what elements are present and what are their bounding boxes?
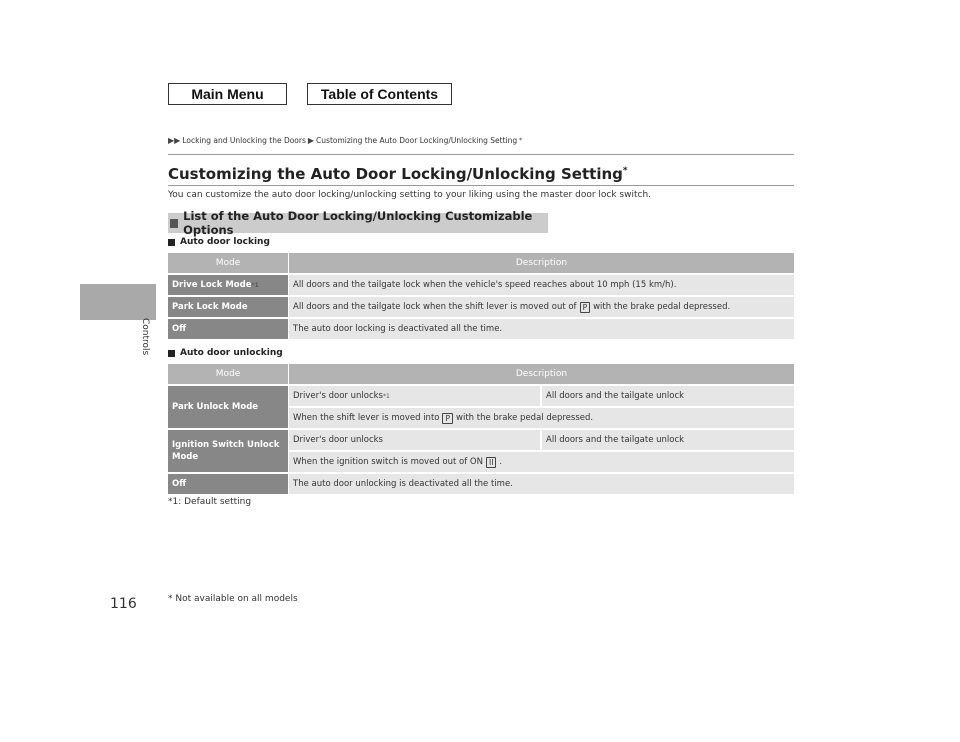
desc-text: When the ignition switch is moved out of ON [293,457,483,467]
availability-footnote: * Not available on all models [168,594,298,604]
subheading-unlocking-text: Auto door unlocking [180,348,283,358]
table-row-mode [168,275,288,295]
breadcrumb-star: * [519,137,523,144]
table-row-mode: Ignition Switch Unlock Mode [168,430,288,472]
section-heading [168,209,548,237]
table-row-mode: Park Lock Mode [168,297,288,317]
table-row-description: The auto door unlocking is deactivated all the time. [289,474,794,494]
desc-text: with the brake pedal depressed. [456,413,594,423]
page-title-text: Customizing the Auto Door Locking/Unlocking Setting [168,165,623,183]
table-row-mode: Park Unlock Mode [168,386,288,428]
default-setting-note: *1: Default setting [168,497,252,507]
table-row-description [289,408,794,428]
desc-text: . [499,457,503,467]
square-bullet-icon [168,239,175,246]
table-row-mode: Off [168,319,288,339]
ignition-position-ii-icon: II [486,457,496,468]
page-title-star: * [622,166,628,176]
main-menu-button[interactable]: Main Menu [168,83,287,105]
table-row-mode: Off [168,474,288,494]
intro-text: You can customize the auto door locking/unlocking setting to your liking using the master door lock switch. [168,190,652,200]
shift-position-p-icon: P [580,302,591,313]
section-heading-text: List of the Auto Door Locking/Unlocking Customizable Options [183,209,533,237]
table-row-description [289,297,794,317]
table-row-description: All doors and the tailgate lock when the vehicle's speed reaches about 10 mph (15 km/h). [289,275,794,295]
mode-label: Drive Lock Mode [172,280,252,290]
unlocking-table [168,364,794,494]
table-row-description: The auto door locking is deactivated all the time. [289,319,794,339]
chapter-tab [80,284,156,320]
column-header-mode: Mode [168,364,288,384]
subheading-locking [168,237,270,247]
column-header-description: Description [289,253,794,273]
square-bullet-icon [168,350,175,357]
desc-text: with the brake pedal depressed. [593,302,731,312]
column-header-mode: Mode [168,253,288,273]
footnote-ref: *1 [251,281,259,289]
shift-position-p-icon: P [442,413,453,424]
table-row-option: All doors and the tailgate unlock [542,386,794,406]
desc-text: All doors and the tailgate lock when the shift lever is moved out of [293,302,577,312]
desc-text: When the shift lever is moved into [293,413,440,423]
page-title [168,165,628,183]
subheading-locking-text: Auto door locking [180,237,270,247]
breadcrumb-current: Customizing the Auto Door Locking/Unlocking Setting [316,136,518,145]
footnote-ref: *1 [382,392,390,400]
table-row-description [289,452,794,472]
breadcrumb-arrow-icon: ▶ [307,136,315,145]
page-number: 116 [110,596,137,612]
chapter-label: Controls [140,318,150,356]
subheading-unlocking [168,348,283,358]
square-bullet-icon [170,219,178,228]
divider [168,154,794,155]
breadcrumb-arrow-icon: ▶▶ [168,136,181,145]
option-text: Driver's door unlocks [293,391,383,401]
locking-table [168,253,794,339]
table-row-option: All doors and the tailgate unlock [542,430,794,450]
table-row-option [289,386,540,406]
column-header-description: Description [289,364,794,384]
table-row-option: Driver's door unlocks [289,430,540,450]
divider [168,185,794,186]
table-of-contents-button[interactable]: Table of Contents [307,83,452,105]
breadcrumb-link-doors[interactable]: Locking and Unlocking the Doors [182,136,306,145]
breadcrumb [168,136,522,145]
